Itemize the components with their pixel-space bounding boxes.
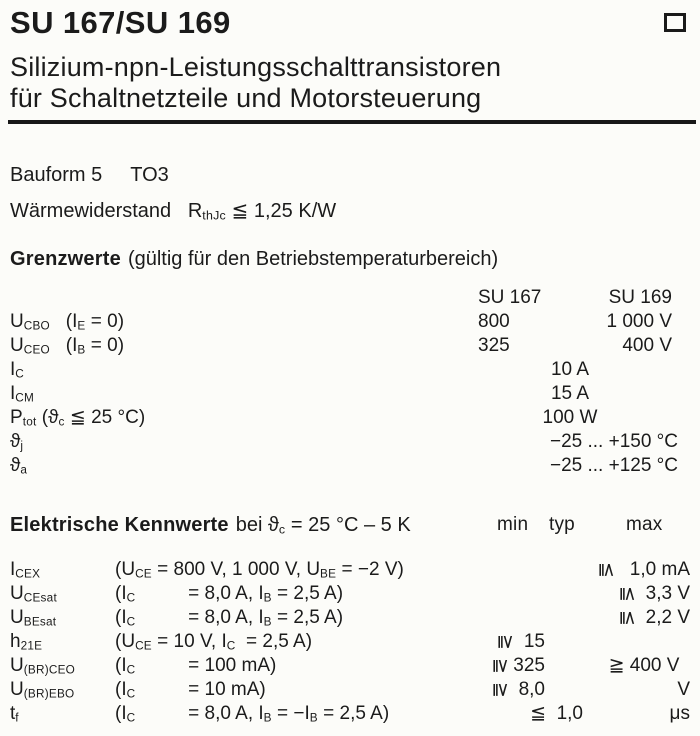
subscript: C	[126, 663, 136, 677]
max-value: μs	[669, 703, 690, 724]
subscript: (BR)EBO	[23, 687, 75, 701]
header-rule	[8, 120, 696, 124]
characteristic-row	[10, 654, 690, 678]
subscript: C	[126, 711, 136, 725]
limit-value: 10 A	[550, 359, 590, 380]
subscript: f	[15, 711, 19, 725]
subscript: C	[126, 687, 136, 701]
limit-symbol: $ϑ_j$	[10, 431, 24, 453]
section-kennwerte-heading	[10, 512, 690, 538]
limit-row	[10, 430, 690, 454]
min-value: ≧ 15	[495, 631, 545, 652]
subscript: B	[309, 711, 318, 725]
min-value: ≧ 325	[490, 655, 545, 676]
grenzwerte-title: Grenzwerte	[10, 248, 121, 270]
less-equal-icon: ≦	[617, 610, 639, 626]
subscript: C	[126, 615, 136, 629]
limit-row	[10, 382, 690, 406]
column-header-su167: SU 167	[478, 287, 542, 308]
subscript: CM	[15, 391, 35, 405]
corner-checkbox-icon	[664, 13, 686, 32]
greater-equal-icon: ≧	[490, 682, 512, 698]
characteristic-symbol: $U_{(BR)EBO}$	[10, 679, 75, 701]
limit-value: −25 ... +125 °C	[549, 455, 678, 476]
subscript: B	[77, 343, 86, 357]
characteristic-row	[10, 678, 690, 702]
characteristic-symbol: $U_{(BR)CEO}$	[10, 655, 76, 677]
subscript: a	[20, 463, 28, 477]
characteristic-symbol: $h_{21E}$	[10, 631, 43, 653]
characteristic-symbol: $t_f$	[10, 703, 19, 725]
max-value: ≦ 2,2 V	[617, 607, 690, 628]
characteristic-row	[10, 582, 690, 606]
subtitle-line-2: für Schaltnetzteile und Motorsteuerung	[10, 83, 482, 113]
limit-row	[10, 454, 690, 478]
kennwerte-note: bei $ϑ_c = 25$ °C – 5 K	[235, 514, 411, 537]
limit-value-su167: 800	[478, 311, 510, 332]
limit-value: −25 ... +150 °C	[549, 431, 678, 452]
package-info	[10, 160, 690, 190]
subscript: B	[263, 711, 272, 725]
subscript: BE	[320, 567, 337, 581]
limit-symbol: $ϑ_a$	[10, 455, 28, 477]
subscript: (BR)CEO	[23, 663, 76, 677]
characteristics-table	[10, 558, 690, 726]
bauform-label: Bauform 5	[10, 164, 103, 186]
limits-table	[10, 286, 690, 478]
subscript: tot	[22, 415, 37, 429]
limit-symbol: $I_{CM}$	[10, 383, 35, 405]
general-info	[10, 160, 690, 226]
subscript: C	[126, 591, 136, 605]
characteristic-symbol: $I_{CEX}$	[10, 559, 41, 581]
thermal-resistance: Wärmewiderstand $R_{thJc}$ ≦ 1,25 K/W	[10, 200, 337, 223]
section-grenzwerte-heading	[10, 246, 690, 272]
characteristic-row	[10, 606, 690, 630]
page-subtitle	[10, 52, 690, 114]
subscript: CBO	[23, 319, 50, 333]
greater-equal-icon: ≧	[495, 634, 517, 650]
subscript: thJc	[202, 208, 226, 223]
less-equal-icon: ≦	[617, 586, 639, 602]
characteristic-row	[10, 702, 690, 726]
spacer	[10, 286, 468, 310]
subscript: 21E	[20, 639, 43, 653]
limit-symbol: $P_{tot}$ ($ϑ_c$ ≦ 25 °C)	[10, 407, 146, 429]
min-value: ≦ 1,0	[530, 703, 583, 724]
limit-value-su169: 400 V	[622, 335, 672, 356]
max-value: ≧ 400 V	[608, 655, 690, 676]
test-conditions: ($U_{CE} = 10$ V, $I_C = 2,5$ A)	[115, 631, 313, 653]
limit-row	[10, 334, 690, 358]
subscript: c	[278, 522, 286, 537]
test-conditions: ($I_C$ = 8,0 A, $I_B = 2,5$ A)	[115, 583, 344, 605]
test-conditions: ($I_C$ = 8,0 A, $I_B = 2,5$ A)	[115, 607, 344, 629]
subscript: C	[226, 639, 236, 653]
limit-symbol: $U_{CBO}$ $(I_E = 0)$	[10, 311, 125, 333]
subscript: B	[263, 615, 272, 629]
characteristic-row	[10, 558, 690, 582]
page-title: SU 167/SU 169	[10, 5, 231, 40]
limit-row	[10, 406, 690, 430]
max-value: ≦ 3,3 V	[617, 583, 690, 604]
subscript: B	[263, 591, 272, 605]
greater-equal-icon: ≧	[490, 658, 512, 674]
grenzwerte-note: (gültig für den Betriebstemperaturbereich)	[127, 248, 499, 270]
test-conditions: ($I_C$ = 8,0 A, $I_B = -I_B = 2,5$ A)	[115, 703, 390, 725]
limit-symbol: $I_C$	[10, 359, 25, 381]
characteristic-row	[10, 630, 690, 654]
subscript: CEsat	[23, 591, 57, 605]
subscript: CEX	[15, 567, 41, 581]
test-conditions: ($I_C$ = 10 mA)	[115, 679, 266, 701]
characteristic-symbol: $U_{CEsat}$	[10, 583, 57, 605]
limit-row	[10, 358, 690, 382]
subscript: j	[20, 439, 24, 453]
package-value: TO3	[130, 164, 169, 186]
test-conditions: ($U_{CE} = 800$ V, 1 000 V, $U_{BE} = -2$ V)	[115, 559, 404, 581]
limit-row	[10, 310, 690, 334]
limit-value-su167: 325	[478, 335, 510, 356]
characteristic-symbol: $U_{BEsat}$	[10, 607, 57, 629]
max-value: V	[677, 679, 690, 700]
less-equal-icon: ≦	[596, 562, 618, 578]
test-conditions: ($I_C$ = 100 mA)	[115, 655, 277, 677]
kennwerte-title: Elektrische Kennwerte	[10, 514, 229, 536]
subscript: C	[15, 367, 25, 381]
column-header-min: min	[497, 514, 529, 535]
subtitle-line-1: Silizium-npn-Leistungsschalttransistoren	[10, 52, 502, 82]
subscript: CE	[135, 639, 152, 653]
column-header-typ: typ	[549, 514, 575, 535]
subscript: CE	[135, 567, 152, 581]
limit-value-su169: 1 000 V	[606, 311, 672, 332]
subscript: E	[77, 319, 86, 333]
column-header-su169: SU 169	[608, 287, 672, 308]
limit-symbol: $U_{CEO}$ $(I_B = 0)$	[10, 335, 125, 357]
min-value: ≧ 8,0	[490, 679, 545, 700]
limit-value: 100 W	[542, 407, 598, 428]
subscript: BEsat	[23, 615, 57, 629]
max-value: ≦ 1,0 mA	[596, 559, 690, 580]
limit-value: 15 A	[550, 383, 590, 404]
subscript: c	[58, 415, 65, 429]
column-header-max: max	[626, 514, 663, 535]
limits-table-header	[10, 286, 690, 310]
subscript: CEO	[23, 343, 50, 357]
